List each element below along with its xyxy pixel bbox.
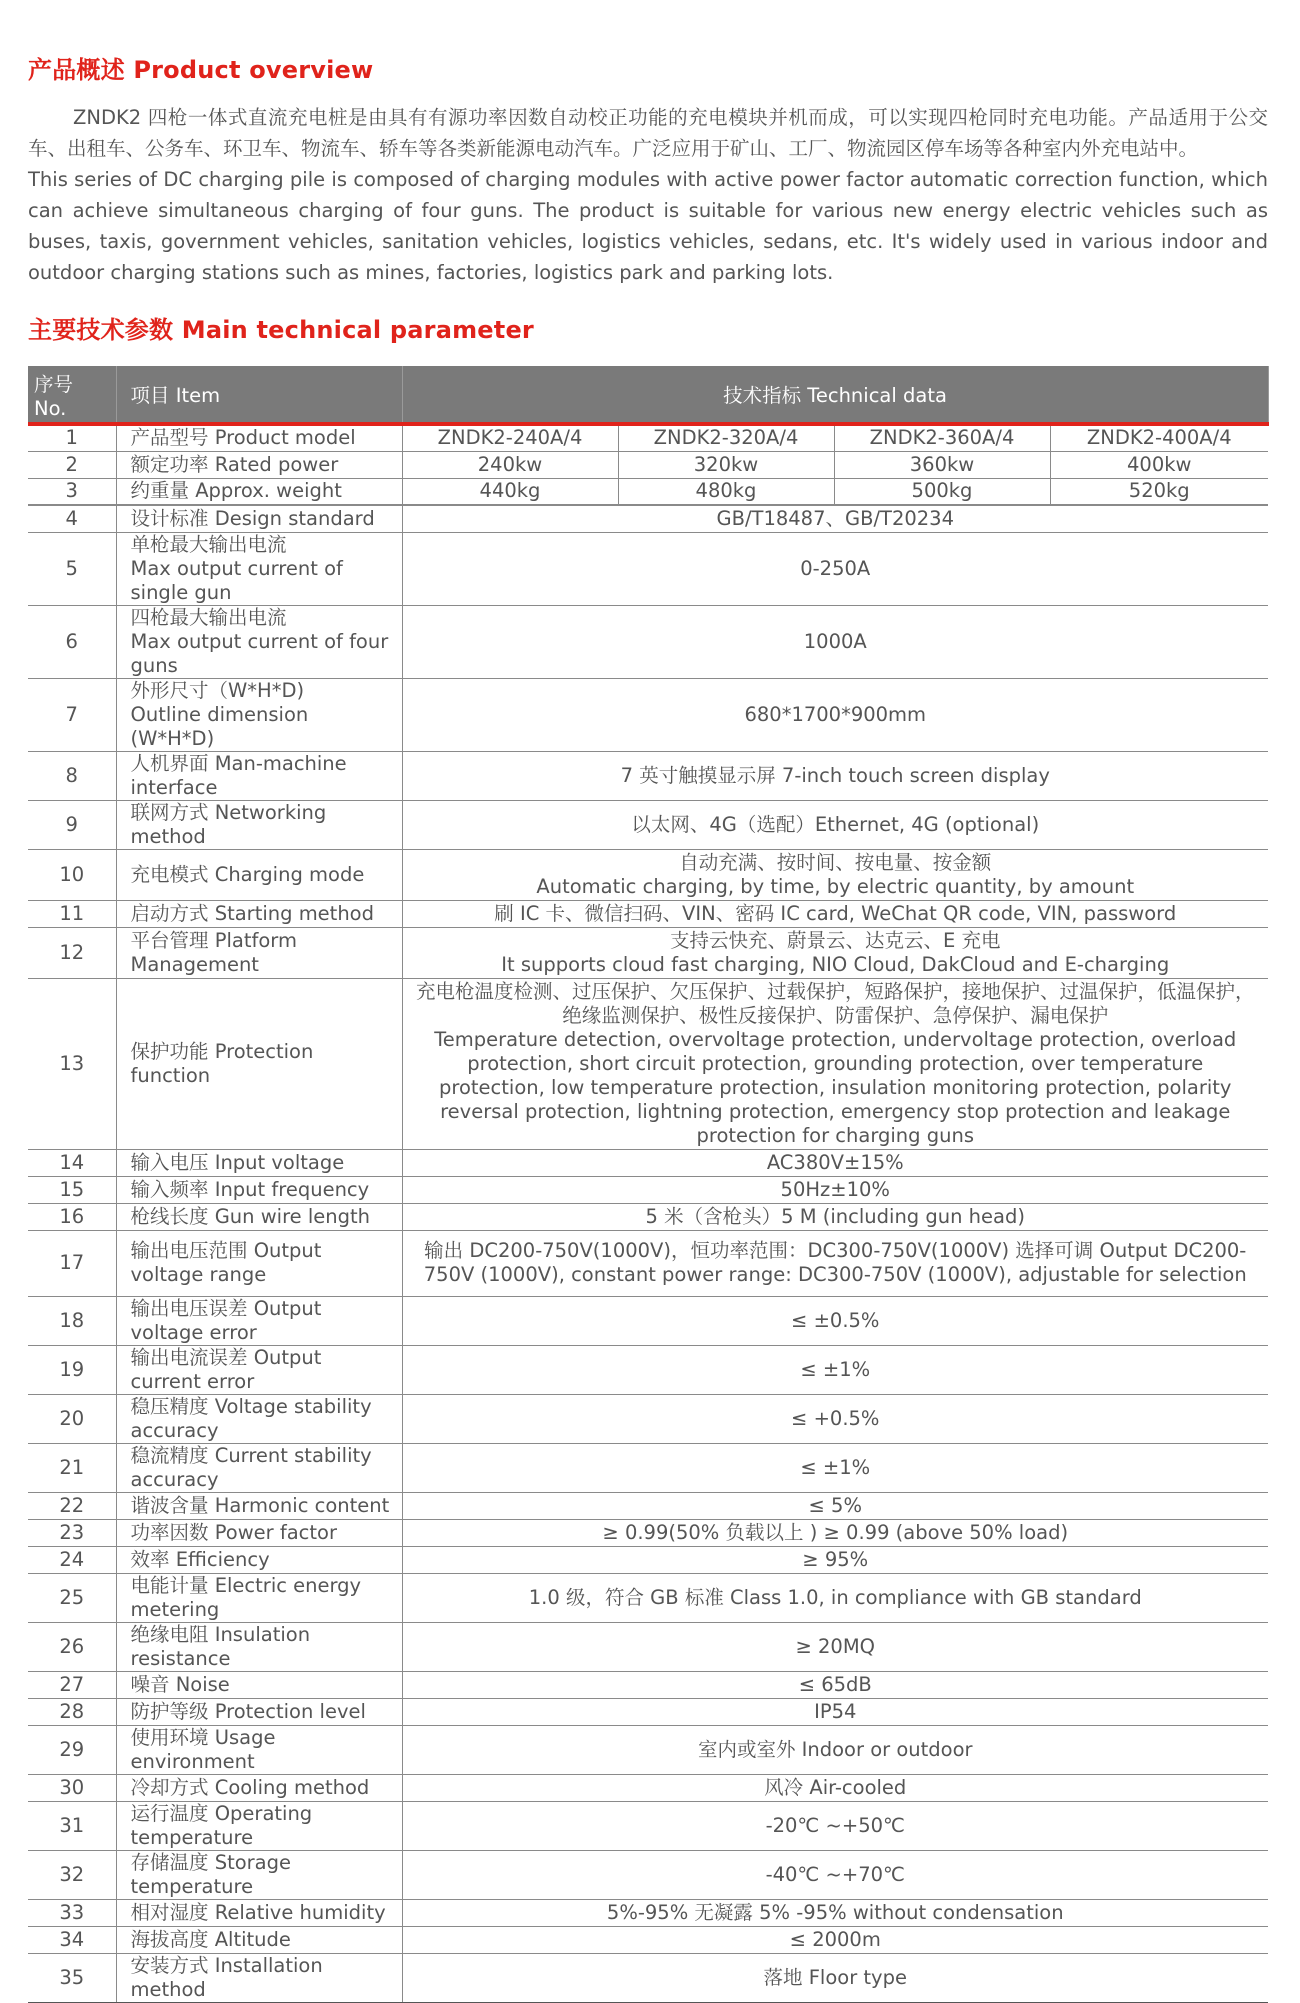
- row-item: [116, 1801, 402, 1850]
- table-row: [28, 1671, 1268, 1698]
- row-value-text: ≤ ±0.5%: [791, 1308, 880, 1332]
- row-item: [116, 1622, 402, 1671]
- table-row: [28, 605, 1268, 678]
- row-value-text: 50Hz±10%: [780, 1177, 890, 1201]
- row-value: [402, 1850, 1268, 1899]
- row-number: 7: [28, 678, 116, 751]
- table-row: [28, 1899, 1268, 1926]
- overview-en: This series of DC charging pile is composed of charging modules with active power factor automatic correction function, which can achieve simultaneous charging of four guns. The product is suitable for various new energy electric vehicles such as buses, taxis, government vehicles, sanitation vehicles, logistics vehicles, sedans, etc. It's widely used in various indoor and outdoor charging stations such as mines, factories, logistics park and parking lots.: [28, 168, 1268, 284]
- row-item-label: 额定功率 Rated power: [130, 452, 339, 476]
- row-value: [402, 1492, 1268, 1519]
- table-row: [28, 978, 1268, 1149]
- row-number: 28: [28, 1698, 116, 1725]
- row-value: [402, 978, 1268, 1149]
- row-item: [116, 1573, 402, 1622]
- row-item-label: 平台管理 Platform Management: [130, 928, 297, 976]
- row-item-label: 运行温度 Operating temperature: [130, 1801, 313, 1849]
- row-item: [116, 1443, 402, 1492]
- row-item-label: 输入电压 Input voltage: [130, 1150, 345, 1174]
- row-value-text: ≤ 2000m: [789, 1927, 881, 1951]
- row-value: [402, 1725, 1268, 1774]
- row-item: [116, 849, 402, 900]
- row-number: 31: [28, 1801, 116, 1850]
- row-value-text: 1000A: [803, 629, 867, 653]
- row-item-label: 输出电压误差 Output voltage error: [130, 1296, 322, 1344]
- row-item-label: 枪线长度 Gun wire length: [130, 1204, 371, 1228]
- row-item-label: 稳压精度 Voltage stability accuracy: [130, 1394, 372, 1442]
- row-number: 29: [28, 1725, 116, 1774]
- row-item-label: 输出电压范围 Output voltage range: [130, 1239, 322, 1286]
- row-value-text: 刷 IC 卡、微信扫码、VIN、密码 IC card, WeChat QR code, VIN, password: [494, 901, 1177, 925]
- row-value-text: 自动充满、按时间、按电量、按金额: [679, 850, 992, 874]
- row-number: 2: [28, 451, 116, 478]
- row-value: [402, 1443, 1268, 1492]
- row-number: 19: [28, 1345, 116, 1394]
- row-value-text: ≤ ±1%: [800, 1455, 871, 1479]
- row-number: 10: [28, 849, 116, 900]
- row-item-label: 充电模式 Charging mode: [130, 862, 365, 886]
- row-value-text: 5 米（含枪头）5 M (including gun head): [645, 1204, 1025, 1228]
- row-value: [402, 1519, 1268, 1546]
- row-item: [116, 451, 402, 478]
- header-item: 项目 Item: [116, 366, 402, 424]
- row-item: [116, 1519, 402, 1546]
- row-number: 4: [28, 505, 116, 532]
- table-row: [28, 1698, 1268, 1725]
- row-number: 9: [28, 800, 116, 849]
- table-row: [28, 1492, 1268, 1519]
- table-row: [28, 1176, 1268, 1203]
- table-row: [28, 1622, 1268, 1671]
- row-value: [402, 1953, 1268, 2002]
- table-row: [28, 505, 1268, 532]
- row-item: [116, 1899, 402, 1926]
- row-value-text: 落地 Floor type: [763, 1965, 907, 1989]
- row-item-label: 冷却方式 Cooling method: [130, 1775, 370, 1799]
- row-value: [402, 532, 1268, 605]
- row-value-text: -40℃ ~+70℃: [765, 1862, 905, 1886]
- row-value-text: 680*1700*900mm: [744, 702, 927, 726]
- row-value: [402, 1801, 1268, 1850]
- table-row: [28, 849, 1268, 900]
- row-value: 320kw: [618, 451, 834, 478]
- row-number: 16: [28, 1203, 116, 1230]
- row-item: [116, 978, 402, 1149]
- row-value-text: 充电枪温度检测、过压保护、欠压保护、过载保护，短路保护，接地保护、过温保护，低温保护，绝缘监测保护、极性反接保护、防雷保护、急停保护、漏电保护: [415, 979, 1255, 1027]
- row-value: [402, 1774, 1268, 1801]
- row-value-text-en: Automatic charging, by time, by electric quantity, by amount: [536, 874, 1135, 898]
- table-row: [28, 1926, 1268, 1953]
- overview-heading: 产品概述 Product overview: [28, 56, 374, 84]
- row-value-text: 以太网、4G（选配）Ethernet, 4G (optional): [631, 812, 1040, 836]
- table-row: [28, 1230, 1268, 1296]
- row-item-label-en: Max output current of single gun: [130, 556, 343, 604]
- row-value: [402, 1671, 1268, 1698]
- row-value: [402, 1345, 1268, 1394]
- row-number: 20: [28, 1394, 116, 1443]
- row-value: [402, 849, 1268, 900]
- row-value: [402, 927, 1268, 978]
- row-value-text: ≤ 65dB: [798, 1672, 872, 1696]
- row-value: ZNDK2-240A/4: [402, 424, 618, 451]
- row-item: [116, 800, 402, 849]
- row-item-label: 输出电流误差 Output current error: [130, 1345, 322, 1393]
- row-value: [402, 605, 1268, 678]
- row-value: [402, 1230, 1268, 1296]
- row-number: 18: [28, 1296, 116, 1345]
- row-value: [402, 1573, 1268, 1622]
- row-item: [116, 1926, 402, 1953]
- row-value: [402, 1203, 1268, 1230]
- table-row: [28, 1850, 1268, 1899]
- row-value: 500kg: [834, 478, 1050, 505]
- spec-header-row: [28, 366, 1268, 424]
- row-number: 1: [28, 424, 116, 451]
- row-number: 33: [28, 1899, 116, 1926]
- row-item: [116, 1725, 402, 1774]
- table-row: [28, 1345, 1268, 1394]
- row-item-label: 保护功能 Protection function: [130, 1039, 314, 1087]
- row-number: 35: [28, 1953, 116, 2002]
- row-item: [116, 1953, 402, 2002]
- row-value: [402, 1149, 1268, 1176]
- row-item: [116, 751, 402, 800]
- row-item-label: 相对湿度 Relative humidity: [130, 1900, 386, 1924]
- row-value: 360kw: [834, 451, 1050, 478]
- table-row: [28, 1774, 1268, 1801]
- row-item: [116, 1546, 402, 1573]
- row-item-label: 设计标准 Design standard: [130, 506, 375, 530]
- row-item: [116, 424, 402, 451]
- header-data: 技术指标 Technical data: [402, 366, 1268, 424]
- table-row: [28, 900, 1268, 927]
- row-value-text: 室内或室外 Indoor or outdoor: [697, 1737, 973, 1761]
- row-value-text: 7 英寸触摸显示屏 7-inch touch screen display: [620, 763, 1050, 787]
- row-value-text: ≤ 5%: [808, 1493, 862, 1517]
- row-value-text: ≥ 95%: [802, 1547, 869, 1571]
- row-value-text: 0-250A: [800, 556, 871, 580]
- row-value: ZNDK2-400A/4: [1050, 424, 1268, 451]
- header-no: 序号 No.: [28, 366, 116, 424]
- row-number: 3: [28, 478, 116, 505]
- row-item: [116, 1671, 402, 1698]
- row-item: [116, 478, 402, 505]
- row-item-label: 产品型号 Product model: [130, 426, 356, 450]
- table-row: [28, 451, 1268, 478]
- row-number: 32: [28, 1850, 116, 1899]
- overview-text: [28, 102, 1268, 288]
- row-item-label: 功率因数 Power factor: [130, 1520, 337, 1544]
- row-number: 12: [28, 927, 116, 978]
- row-value: [402, 1546, 1268, 1573]
- table-row: [28, 1801, 1268, 1850]
- row-item-label: 输入频率 Input frequency: [130, 1177, 370, 1201]
- row-value-text: AC380V±15%: [766, 1150, 904, 1174]
- row-value-text: 1.0 级，符合 GB 标准 Class 1.0, in compliance with GB standard: [528, 1585, 1142, 1609]
- row-value-text: ≤ +0.5%: [791, 1406, 880, 1430]
- row-item: [116, 1850, 402, 1899]
- row-value-text-en: It supports cloud fast charging, NIO Cloud, DakCloud and E-charging: [501, 952, 1170, 976]
- row-number: 5: [28, 532, 116, 605]
- row-item-label: 使用环境 Usage environment: [130, 1725, 276, 1773]
- row-value: [402, 678, 1268, 751]
- row-number: 8: [28, 751, 116, 800]
- row-number: 15: [28, 1176, 116, 1203]
- row-number: 6: [28, 605, 116, 678]
- row-item-label: 谐波含量 Harmonic content: [130, 1493, 390, 1517]
- row-item-label: 四枪最大输出电流: [130, 605, 287, 629]
- row-item-label: 外形尺寸（W*H*D): [130, 678, 305, 702]
- row-number: 30: [28, 1774, 116, 1801]
- table-row: [28, 1394, 1268, 1443]
- row-value: 240kw: [402, 451, 618, 478]
- table-row: [28, 532, 1268, 605]
- row-value: [402, 1926, 1268, 1953]
- row-item-label: 稳流精度 Current stability accuracy: [130, 1443, 372, 1491]
- table-row: [28, 1725, 1268, 1774]
- row-item-label: 联网方式 Networking method: [130, 800, 327, 848]
- row-number: 11: [28, 900, 116, 927]
- row-item-label: 启动方式 Starting method: [130, 901, 374, 925]
- row-value-text: ≤ ±1%: [800, 1357, 871, 1381]
- table-row: [28, 424, 1268, 451]
- row-item: [116, 1492, 402, 1519]
- spec-table: [28, 366, 1269, 2003]
- row-item-label: 效率 Efficiency: [130, 1547, 270, 1571]
- row-value: ZNDK2-360A/4: [834, 424, 1050, 451]
- table-row: [28, 1296, 1268, 1345]
- row-item-label: 约重量 Approx. weight: [130, 479, 342, 503]
- row-item-label: 存储温度 Storage temperature: [130, 1850, 291, 1898]
- row-value: ZNDK2-320A/4: [618, 424, 834, 451]
- row-value-text: 5%-95% 无凝露 5% -95% without condensation: [606, 1900, 1064, 1924]
- row-item-label-en: Outline dimension (W*H*D): [130, 702, 309, 750]
- row-value: 520kg: [1050, 478, 1268, 505]
- row-value: [402, 1698, 1268, 1725]
- row-number: 23: [28, 1519, 116, 1546]
- row-item: [116, 1394, 402, 1443]
- row-number: 21: [28, 1443, 116, 1492]
- row-number: 26: [28, 1622, 116, 1671]
- row-value: [402, 505, 1268, 532]
- row-item-label: 绝缘电阻 Insulation resistance: [130, 1622, 311, 1670]
- table-row: [28, 478, 1268, 505]
- row-value-text: 输出 DC200-750V(1000V)，恒功率范围：DC300-750V(1000V) 选择可调 Output DC200-750V (1000V), constant power range: DC300-750V (1000V), adjustable for selection: [423, 1239, 1247, 1286]
- row-item-label: 安装方式 Installation method: [130, 1953, 323, 2001]
- table-row: [28, 1519, 1268, 1546]
- row-value: [402, 1176, 1268, 1203]
- row-item: [116, 1230, 402, 1296]
- row-item: [116, 605, 402, 678]
- row-item: [116, 927, 402, 978]
- row-number: 17: [28, 1230, 116, 1296]
- row-value: [402, 751, 1268, 800]
- table-row: [28, 927, 1268, 978]
- row-item-label: 防护等级 Protection level: [130, 1699, 366, 1723]
- row-value: [402, 1622, 1268, 1671]
- row-value-text: 支持云快充、蔚景云、达克云、E 充电: [669, 928, 1001, 952]
- row-item: [116, 505, 402, 532]
- row-value-text: ≥ 20MQ: [795, 1634, 876, 1658]
- table-row: [28, 1203, 1268, 1230]
- row-item-label: 电能计量 Electric energy metering: [130, 1573, 362, 1621]
- row-value-text: 风冷 Air-cooled: [764, 1775, 907, 1799]
- row-item-label: 单枪最大输出电流: [130, 532, 287, 556]
- row-item: [116, 532, 402, 605]
- row-item-label: 人机界面 Man-machine interface: [130, 751, 347, 799]
- row-number: 14: [28, 1149, 116, 1176]
- row-item: [116, 1176, 402, 1203]
- row-item: [116, 1296, 402, 1345]
- row-number: 34: [28, 1926, 116, 1953]
- row-item: [116, 1774, 402, 1801]
- row-number: 25: [28, 1573, 116, 1622]
- params-heading: 主要技术参数 Main technical parameter: [28, 316, 534, 344]
- table-row: [28, 1546, 1268, 1573]
- row-value-text: IP54: [814, 1699, 857, 1723]
- row-item-label: 噪音 Noise: [130, 1672, 230, 1696]
- row-item: [116, 1203, 402, 1230]
- row-item: [116, 1698, 402, 1725]
- table-row: [28, 1573, 1268, 1622]
- row-item: [116, 900, 402, 927]
- table-row: [28, 800, 1268, 849]
- row-value-text: ≥ 0.99(50% 负载以上 ) ≥ 0.99 (above 50% load): [602, 1520, 1069, 1544]
- row-number: 27: [28, 1671, 116, 1698]
- row-value-text: GB/T18487、GB/T20234: [716, 506, 954, 530]
- row-number: 24: [28, 1546, 116, 1573]
- row-value: [402, 1296, 1268, 1345]
- row-number: 13: [28, 978, 116, 1149]
- table-row: [28, 1953, 1268, 2002]
- row-item: [116, 1149, 402, 1176]
- row-value-text-en: Temperature detection, overvoltage protection, undervoltage protection, overload protection, short circuit protection, grounding protection, over temperature protection, low temperature protection, insulation monitoring protection, polarity reversal protection, lightning protection, emergency stop protection and leakage protection for charging guns: [434, 1027, 1237, 1147]
- row-value: [402, 1394, 1268, 1443]
- table-row: [28, 678, 1268, 751]
- table-row: [28, 751, 1268, 800]
- row-item: [116, 678, 402, 751]
- row-value: [402, 800, 1268, 849]
- row-item-label: 海拔高度 Altitude: [130, 1927, 291, 1951]
- row-value: 400kw: [1050, 451, 1268, 478]
- row-value: [402, 900, 1268, 927]
- row-value: 480kg: [618, 478, 834, 505]
- row-number: 22: [28, 1492, 116, 1519]
- table-row: [28, 1443, 1268, 1492]
- row-value: 440kg: [402, 478, 618, 505]
- table-row: [28, 1149, 1268, 1176]
- row-item-label-en: Max output current of four guns: [130, 629, 389, 677]
- overview-zh: ZNDK2 四枪一体式直流充电桩是由具有有源功率因数自动校正功能的充电模块并机而成，可以实现四枪同时充电功能。产品适用于公交车、出租车、公务车、环卫车、物流车、轿车等各类新能源电动汽车。广泛应用于矿山、工厂、物流园区停车场等各种室内外充电站中。: [28, 106, 1268, 160]
- row-value-text: -20℃ ~+50℃: [765, 1813, 905, 1837]
- row-value: [402, 1899, 1268, 1926]
- row-item: [116, 1345, 402, 1394]
